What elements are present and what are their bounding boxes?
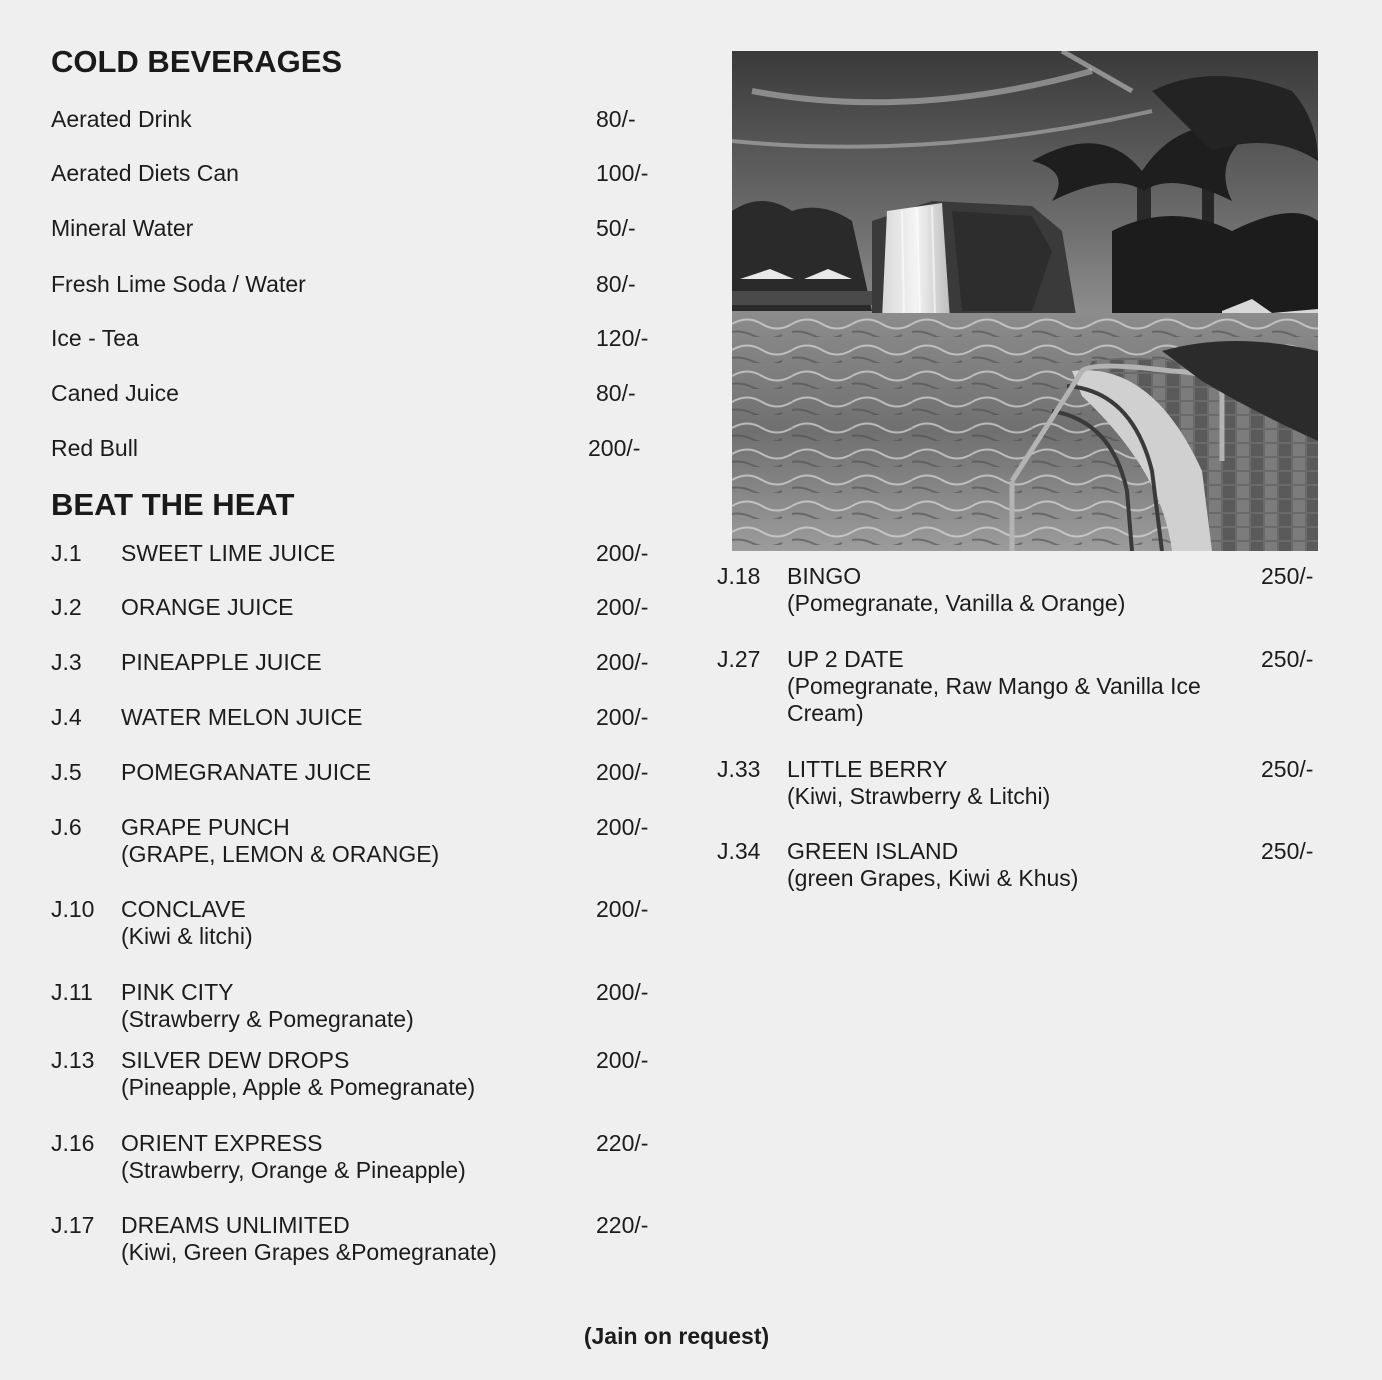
juice-name: ORIENT EXPRESS [121, 1130, 323, 1156]
juice-code: J.18 [717, 563, 761, 589]
beverage-name: Red Bull [51, 435, 138, 461]
juice-ingredients: (Pomegranate, Raw Mango & Vanilla Ice [787, 673, 1201, 699]
juice-name: PINK CITY [121, 979, 234, 1005]
juice-name: SILVER DEW DROPS [121, 1047, 350, 1073]
juice-code: J.17 [51, 1212, 95, 1238]
juice-code: J.33 [717, 756, 761, 782]
beverage-name: Aerated Diets Can [51, 160, 239, 186]
cold-beverages-heading: COLD BEVERAGES [51, 44, 343, 79]
juice-code: J.3 [51, 649, 82, 675]
juice-item [0, 1047, 700, 1103]
juice-name: PINEAPPLE JUICE [121, 649, 322, 675]
juice-price: 200/- [596, 979, 649, 1005]
juice-code: J.34 [717, 838, 761, 864]
beverage-price: 120/- [596, 325, 649, 351]
juice-item [0, 646, 1382, 728]
juice-item [0, 896, 700, 952]
beverage-name: Aerated Drink [51, 106, 192, 132]
juice-price: 250/- [1261, 646, 1314, 672]
juice-name: GRAPE PUNCH [121, 814, 290, 840]
juice-price: 200/- [596, 649, 649, 675]
juice-item [0, 838, 1382, 894]
juice-name: BINGO [787, 563, 862, 589]
juice-name: WATER MELON JUICE [121, 704, 363, 730]
juice-item [0, 1130, 700, 1186]
juice-price: 200/- [596, 814, 649, 840]
juice-price: 200/- [596, 896, 649, 922]
juice-name: CONCLAVE [121, 896, 246, 922]
juice-name: POMEGRANATE JUICE [121, 759, 372, 785]
juice-name: DREAMS UNLIMITED [121, 1212, 350, 1238]
juice-code: J.6 [51, 814, 82, 840]
juice-price: 250/- [1261, 838, 1314, 864]
juice-code: J.10 [51, 896, 95, 922]
juice-item [0, 563, 1382, 619]
juice-name: LITTLE BERRY [787, 756, 948, 782]
beverage-name: Caned Juice [51, 380, 179, 406]
juice-item [0, 1212, 700, 1268]
juice-ingredients: (green Grapes, Kiwi & Khus) [787, 865, 1079, 891]
juice-name: ORANGE JUICE [121, 594, 294, 620]
juice-ingredients-continued: Cream) [787, 700, 864, 726]
pool-waterfall-photo [732, 51, 1318, 551]
juice-item [0, 979, 700, 1035]
juice-price: 250/- [1261, 563, 1314, 589]
beverage-price: 200/- [588, 435, 641, 461]
juice-name: GREEN ISLAND [787, 838, 959, 864]
beverage-price: 100/- [596, 160, 649, 186]
juice-code: J.27 [717, 646, 761, 672]
juice-price: 220/- [596, 1130, 649, 1156]
juice-code: J.13 [51, 1047, 95, 1073]
juice-name: UP 2 DATE [787, 646, 904, 672]
beverage-price: 80/- [596, 271, 636, 297]
juice-price: 200/- [596, 704, 649, 730]
juice-price: 200/- [596, 759, 649, 785]
beverage-name: Fresh Lime Soda / Water [51, 271, 306, 297]
juice-price: 250/- [1261, 756, 1314, 782]
beverage-price: 80/- [596, 380, 636, 406]
beat-the-heat-heading: BEAT THE HEAT [51, 487, 295, 522]
juice-name: SWEET LIME JUICE [121, 540, 336, 566]
juice-code: J.2 [51, 594, 82, 620]
juice-price: 200/- [596, 594, 649, 620]
juice-ingredients: (Kiwi & litchi) [121, 923, 253, 949]
juice-price: 200/- [596, 540, 649, 566]
juice-code: J.4 [51, 704, 82, 730]
juice-ingredients: (Pomegranate, Vanilla & Orange) [787, 590, 1126, 616]
juice-price: 220/- [596, 1212, 649, 1238]
beverage-name: Ice - Tea [51, 325, 139, 351]
juice-price: 200/- [596, 1047, 649, 1073]
juice-code: J.5 [51, 759, 82, 785]
juice-ingredients: (Strawberry & Pomegranate) [121, 1006, 414, 1032]
beverage-price: 80/- [596, 106, 636, 132]
jain-note: (Jain on request) [583, 1323, 770, 1349]
juice-code: J.11 [51, 979, 93, 1005]
juice-code: J.16 [51, 1130, 95, 1156]
juice-ingredients: (Kiwi, Strawberry & Litchi) [787, 783, 1051, 809]
beverage-price: 50/- [596, 215, 636, 241]
juice-ingredients: (Kiwi, Green Grapes &Pomegranate) [121, 1239, 497, 1265]
beverage-name: Mineral Water [51, 215, 194, 241]
juice-code: J.1 [51, 540, 82, 566]
juice-ingredients: (Pineapple, Apple & Pomegranate) [121, 1074, 476, 1100]
juice-ingredients: (GRAPE, LEMON & ORANGE) [121, 841, 440, 867]
juice-item [0, 756, 1382, 812]
juice-ingredients: (Strawberry, Orange & Pineapple) [121, 1157, 466, 1183]
